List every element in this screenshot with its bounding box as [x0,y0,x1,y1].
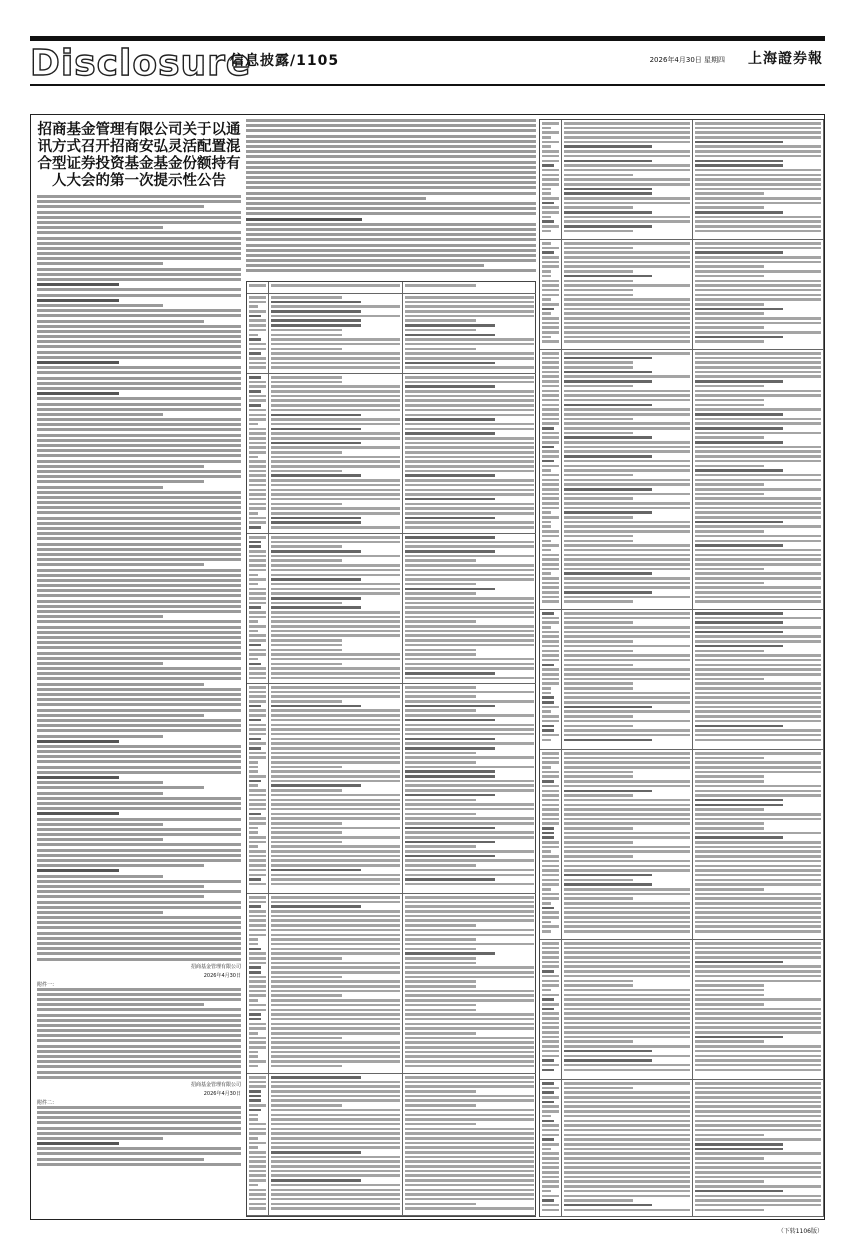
text-line [37,807,241,810]
text-line [246,202,536,205]
table-cell [562,1080,693,1217]
text-line [37,408,241,411]
text-line [37,594,241,597]
text-line [37,247,241,250]
text-line [37,911,163,914]
text-line [37,330,241,333]
text-line [37,428,241,431]
text-line [37,444,241,447]
page-continuation-note: （下转1106版） [777,1228,823,1235]
dateline: 2026年4月30日 星期四 [649,56,725,64]
text-line [37,465,204,468]
text-line [37,1116,241,1119]
text-line [37,626,241,629]
text-line [37,434,241,437]
text-line [37,216,241,219]
text-line [37,932,241,935]
text-line [37,631,241,634]
text-line [37,688,241,691]
section-title: 信息披露/1105 [230,53,340,69]
text-line [37,672,241,675]
text-line [37,875,163,878]
text-line [246,145,536,148]
text-line [37,460,241,463]
text-line [37,812,119,815]
table-cell [693,120,824,240]
masthead-bottom-rule [30,84,825,86]
text-line [37,652,241,655]
text-line [37,771,241,774]
table-cell [693,1080,824,1217]
text-line [37,833,241,836]
text-line [37,1127,241,1130]
text-line [37,491,241,494]
text-line [37,589,241,592]
text-line [37,1106,241,1109]
text-line [37,703,241,706]
text-line [37,719,241,722]
table-cell [403,534,536,684]
disclosure-logo-text: Disclosure [30,43,252,84]
text-line [37,823,163,826]
disclosure-logo [30,43,252,84]
text-line [37,942,241,945]
text-line [37,569,241,572]
text-line [37,1142,119,1145]
text-line [37,211,241,214]
text-line [37,237,241,240]
text-line [37,1045,241,1048]
text-line [246,197,426,200]
text-line [37,345,241,348]
text-line [37,221,241,224]
text-line [37,418,241,421]
text-line [37,729,241,732]
table-cell [562,350,693,610]
announcement-page [30,114,825,1220]
text-line [37,454,241,457]
table-cell [693,240,824,350]
table-cell [247,294,269,374]
text-line [37,548,241,551]
text-line [37,667,241,670]
text-line [37,1014,241,1017]
table-cell [247,374,269,534]
appendix-1-body-text [37,988,241,1079]
table-cell [403,894,536,1074]
text-line [37,262,163,265]
text-line [37,309,241,312]
text-line [37,1008,241,1011]
text-line [246,269,536,272]
text-line [37,869,119,872]
announcement-column [37,115,241,1219]
text-line [246,135,536,138]
signoff-company: 招商基金管理有限公司 [190,963,241,970]
table-cell [403,374,536,534]
text-line [37,1158,204,1161]
text-line [37,890,241,893]
text-line [37,1147,241,1150]
table-cell [562,610,693,750]
text-line [37,636,241,639]
table-cell [693,750,824,940]
text-line [37,340,241,343]
text-line [37,501,241,504]
table-cell [540,940,562,1080]
appendix-2-body-text [37,1106,241,1166]
text-line [37,558,241,561]
text-line [37,351,241,354]
text-line [37,952,241,955]
text-line [37,470,241,473]
text-line [37,1039,241,1042]
text-line [37,610,241,613]
text-line [37,864,204,867]
text-line [37,1163,241,1166]
text-line [37,880,241,883]
text-line [246,238,536,241]
text-line [37,283,119,286]
text-line [37,916,241,919]
text-line [37,620,241,623]
text-line [37,475,241,478]
text-line [37,1003,204,1006]
text-line [37,1111,241,1114]
text-line [37,574,241,577]
text-line [37,1019,241,1022]
text-line [37,662,163,665]
text-line [37,563,204,566]
text-line [37,413,163,416]
text-line [37,522,241,525]
text-line [37,361,119,364]
text-line [246,176,536,179]
text-line [37,755,241,758]
text-line [37,921,241,924]
text-line [37,294,241,297]
text-line [37,802,241,805]
text-line [37,257,241,260]
text-line [37,714,204,717]
text-line [37,797,241,800]
text-line [37,382,241,385]
text-line [37,532,241,535]
text-line [246,166,536,169]
text-line [37,527,241,530]
text-line [37,958,241,961]
text-line [37,947,241,950]
text-line [37,988,241,991]
text-line [37,745,241,748]
text-line [37,885,204,888]
text-line [37,1055,241,1058]
text-line [37,683,204,686]
text-line [246,259,536,262]
text-line [246,244,536,247]
text-line [37,1050,241,1053]
table-cell [540,750,562,940]
table-cell [562,940,693,1080]
amendment-comparison-table [246,281,536,1217]
text-line [37,195,241,198]
text-line [37,766,241,769]
text-line [246,124,536,127]
text-line [37,511,241,514]
table-cell [540,120,562,240]
table-cell [562,750,693,940]
text-line [246,249,536,252]
table-cell [269,294,403,374]
text-line [37,641,241,644]
text-line [37,314,241,317]
text-line [37,377,241,380]
text-line [37,709,241,712]
text-line [37,486,163,489]
table-cell [540,240,562,350]
table-cell [562,240,693,350]
text-line [37,231,241,234]
table-cell [269,1074,403,1216]
text-line [37,584,241,587]
table-cell [540,610,562,750]
table-cell [247,534,269,684]
table-cell [693,610,824,750]
table-cell [403,282,536,294]
text-line [37,901,241,904]
text-line [37,906,241,909]
text-line [37,600,241,603]
text-line [37,226,163,229]
text-line [37,1071,241,1074]
text-line [246,264,484,267]
text-line [37,1029,241,1032]
text-line [37,387,241,390]
appendix-1-label: 附件一： [37,981,58,988]
text-line [37,537,241,540]
text-line [37,776,119,779]
text-line [37,403,241,406]
table-cell [540,350,562,610]
text-line [37,615,163,618]
text-line [37,356,241,359]
text-line [37,273,241,276]
announcement-body-text [37,195,241,961]
text-line [246,119,536,122]
amendment-table-column [246,115,536,1219]
text-line [37,506,241,509]
text-line [37,998,241,1001]
amendment-table-column-2 [539,115,824,1219]
text-line [37,1076,241,1079]
text-line [37,993,241,996]
text-line [37,335,241,338]
text-line [37,449,241,452]
text-line [37,693,241,696]
column-2-intro-text [246,119,536,272]
text-line [37,859,241,862]
text-line [37,299,119,302]
text-line [37,849,241,852]
text-line [37,1024,241,1027]
text-line [37,1132,241,1135]
text-line [246,254,536,257]
text-line [37,304,163,307]
text-line [246,207,536,210]
text-line [246,140,536,143]
text-line [246,155,536,158]
text-line [37,1060,241,1063]
table-cell [247,894,269,1074]
text-line [37,760,241,763]
masthead [30,36,825,86]
signoff-date: 2026年4月30日 [203,972,241,979]
text-line [37,496,241,499]
text-line [37,657,241,660]
text-line [37,750,241,753]
text-line [246,212,536,215]
table-cell [403,294,536,374]
text-line [37,517,241,520]
text-line [37,1137,163,1140]
text-line [37,677,241,680]
text-line [37,439,241,442]
text-line [37,366,241,369]
text-line [37,325,241,328]
text-line [246,192,536,195]
text-line [37,926,241,929]
table-cell [693,940,824,1080]
text-line [37,553,241,556]
text-line [37,1065,241,1068]
table-cell [269,282,403,294]
text-line [37,480,204,483]
text-line [37,838,163,841]
text-line [37,895,204,898]
text-line [37,781,163,784]
text-line [37,843,241,846]
text-line [246,129,536,132]
appendix-2-label: 附件二： [37,1099,58,1106]
text-line [246,233,536,236]
text-line [37,205,204,208]
text-line [246,161,536,164]
text-line [246,223,536,226]
text-line [37,288,241,291]
table-cell [403,1074,536,1216]
text-line [37,278,241,281]
table-cell [269,534,403,684]
table-cell [247,1074,269,1216]
table-cell [247,282,269,294]
text-line [246,181,536,184]
newspaper-brand: 上海證券報 [748,51,823,67]
announcement-headline: 招商基金管理有限公司关于以通讯方式召开招商安弘灵活配置混合型证券投资基金基金份额持有人大会的第一次提示性公告 [37,121,241,189]
text-line [37,252,241,255]
text-line [37,937,241,940]
table-cell [540,1080,562,1217]
text-line [37,1121,241,1124]
text-line [37,646,241,649]
text-line [37,854,241,857]
text-line [37,579,241,582]
table-cell [693,350,824,610]
text-line [246,150,536,153]
amendment-comparison-table-2 [539,119,824,1217]
table-cell [247,684,269,894]
text-line [37,423,241,426]
signoff-company-2: 招商基金管理有限公司 [190,1081,241,1088]
text-line [37,543,241,546]
text-line [37,320,204,323]
table-cell [269,374,403,534]
signoff-date-2: 2026年4月30日 [203,1090,241,1097]
text-line [37,828,241,831]
text-line [37,698,241,701]
text-line [37,200,241,203]
text-line [37,818,241,821]
text-line [246,218,362,221]
text-line [37,397,241,400]
text-line [37,740,119,743]
table-cell [403,684,536,894]
table-cell [562,120,693,240]
text-line [37,792,163,795]
text-line [37,268,241,271]
table-cell [269,684,403,894]
text-line [37,242,241,245]
text-line [37,735,163,738]
text-line [37,1152,241,1155]
text-line [37,605,241,608]
text-line [37,371,241,374]
masthead-top-rule [30,36,825,41]
text-line [246,186,536,189]
text-line [246,228,536,231]
table-cell [269,894,403,1074]
text-line [37,392,119,395]
text-line [37,1034,241,1037]
text-line [37,786,204,789]
text-line [246,171,536,174]
text-line [37,724,241,727]
